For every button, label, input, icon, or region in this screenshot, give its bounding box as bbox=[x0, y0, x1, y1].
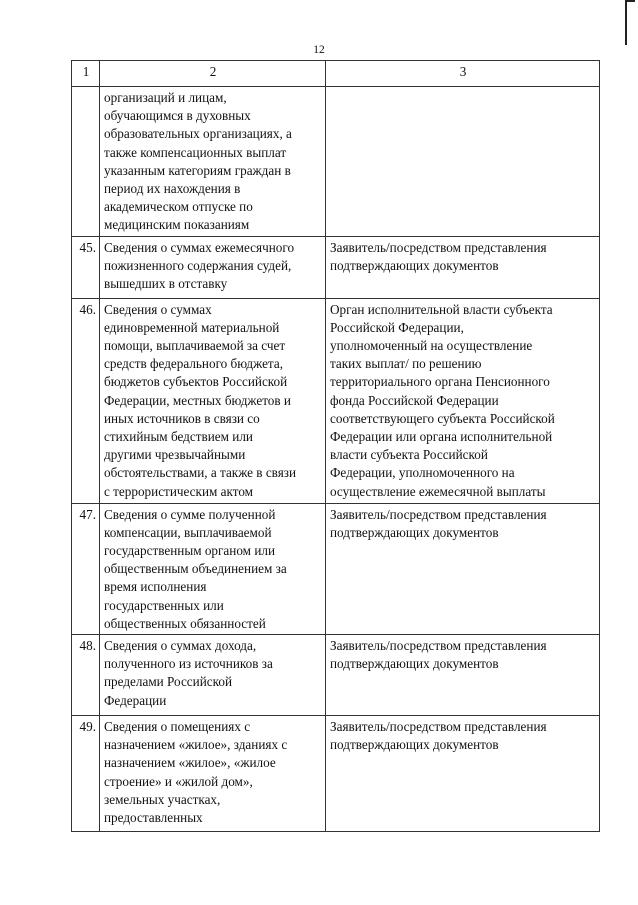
row-number: 46. bbox=[72, 298, 100, 503]
binding-mark bbox=[625, 0, 632, 45]
info-cell: организаций и лицам, обучающимся в духовных образовательных организациях, а также компенсационных выплат указанным категориям граждан в период их нахождения в академическом отпуске по медицинским показаниям bbox=[100, 87, 326, 237]
source-cell: Заявитель/посредством представления подтверждающих документов bbox=[326, 716, 600, 832]
info-cell: Сведения о суммах дохода, полученного из источников за пределами Российской Федерации bbox=[100, 635, 326, 716]
table-header-row bbox=[72, 61, 600, 87]
header-column-3: 3 bbox=[326, 61, 600, 87]
table-row bbox=[72, 298, 600, 503]
table-row bbox=[72, 716, 600, 832]
row-number bbox=[72, 87, 100, 237]
header-column-1: 1 bbox=[72, 61, 100, 87]
row-number: 48. bbox=[72, 635, 100, 716]
table-row bbox=[72, 236, 600, 298]
row-number: 49. bbox=[72, 716, 100, 832]
source-cell: Заявитель/посредством представления подтверждающих документов bbox=[326, 503, 600, 634]
row-number: 45. bbox=[72, 236, 100, 298]
info-cell: Сведения о сумме полученной компенсации, выплачиваемой государственным органом или общественным объединением за время исполнения государственных или общественных обязанностей bbox=[100, 503, 326, 634]
table-row bbox=[72, 87, 600, 237]
data-sources-table bbox=[71, 60, 600, 832]
info-cell: Сведения о суммах единовременной материальной помощи, выплачиваемой за счет средств федерального бюджета, бюджетов субъектов Российской Федерации, местных бюджетов и иных источников в связи со стихийным бедствием или другими чрезвычайными обстоятельствами, а также в связи с террористическим актом bbox=[100, 298, 326, 503]
source-cell: Заявитель/посредством представления подтверждающих документов bbox=[326, 635, 600, 716]
page-number: 12 bbox=[313, 44, 325, 56]
source-cell bbox=[326, 87, 600, 237]
table-row bbox=[72, 503, 600, 634]
header-column-2: 2 bbox=[100, 61, 326, 87]
info-cell: Сведения о помещениях с назначением «жилое», зданиях с назначением «жилое», «жилое строение» и «жилой дом», земельных участках, предоставленных bbox=[100, 716, 326, 832]
table-row bbox=[72, 635, 600, 716]
info-cell: Сведения о суммах ежемесячного пожизненного содержания судей, вышедших в отставку bbox=[100, 236, 326, 298]
source-cell: Заявитель/посредством представления подтверждающих документов bbox=[326, 236, 600, 298]
source-cell: Орган исполнительной власти субъекта Российской Федерации, уполномоченный на осуществление таких выплат/ по решению территориального органа Пенсионного фонда Российской Федерации соответствующего субъекта Российской Федерации или органа исполнительной власти субъекта Российской Федерации, уполномоченного на осуществление ежемесячной выплаты bbox=[326, 298, 600, 503]
row-number: 47. bbox=[72, 503, 100, 634]
